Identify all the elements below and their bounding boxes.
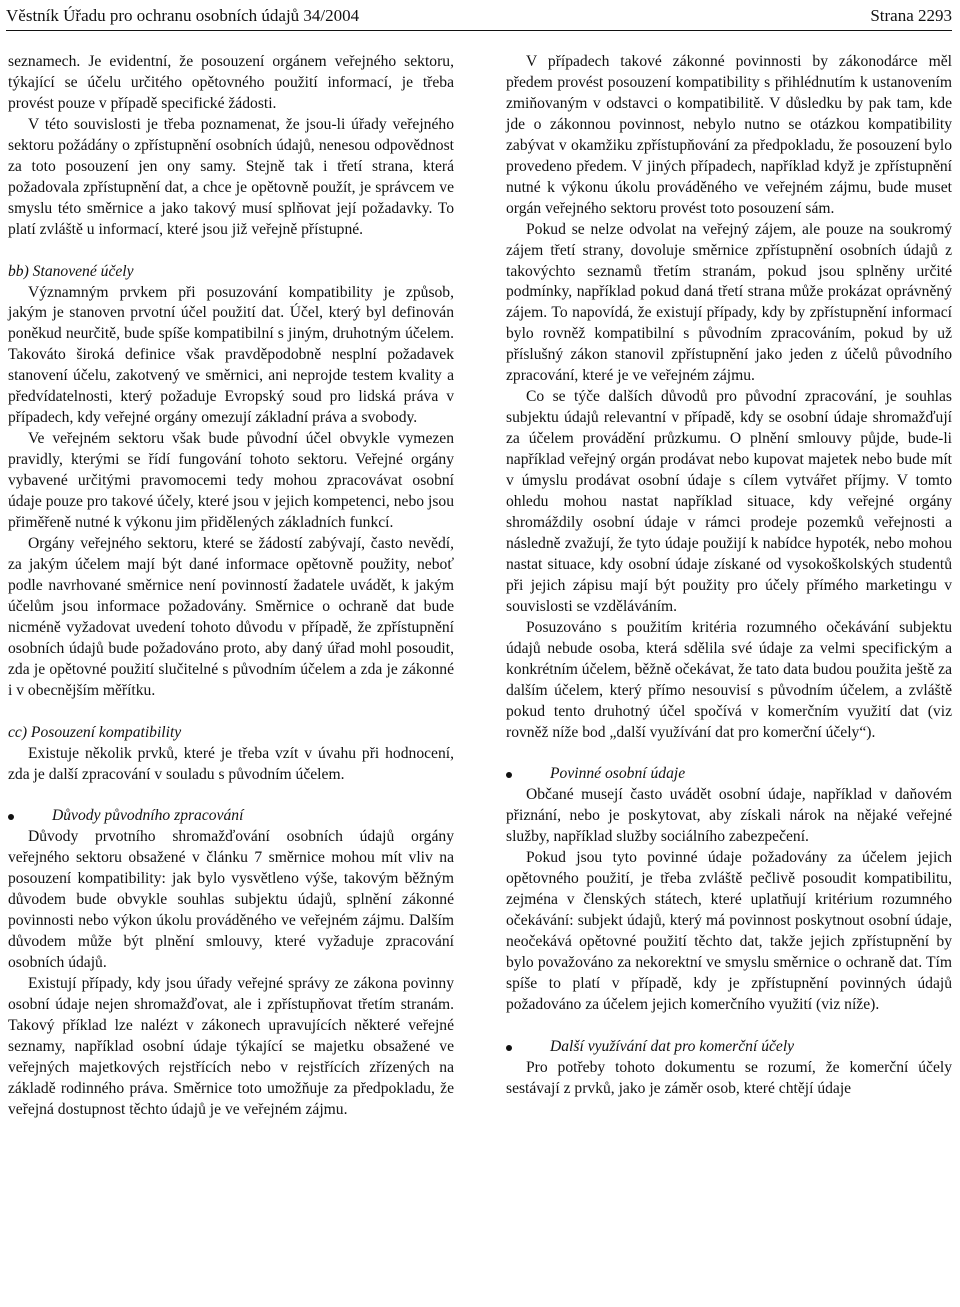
- bullet-heading-duvody: [8, 806, 454, 827]
- paragraph: Pokud jsou tyto povinné údaje požadovány za účelem jejich opětovného použití, je třeba zvláště pečlivě posoudit kompatibilitu, zejména v členských státech, které uplatňují kritérium rozumného očekávání: subjekt údajů, který má povinnost poskytnout osobní údaje, neočekává opětovné použití těchto dat, takže jejich zpřístupnění by bylo považováno za nekorektní ve smyslu směrnice o ochraně dat. Tím spíše to platí v případě, kdy je zpřístupnění povinných údajů požadováno za účelem jejich komerčního využití (viz níže).: [506, 849, 952, 1013]
- bullet-icon: [8, 814, 14, 820]
- paragraph: Co se týče dalších důvodů pro původní zpracování, je souhlas subjektu údajů relevantní v případě, kdy se osobní údaje shromažďují za účelem provádění průzkumu. O plnění smlouvy půjde, bude-li například veřejný orgán prodávat nebo kupovat majetek nebo bude mít v úmyslu prodávat osobní údaje s cílem vytvářet příjmy. V tomto ohledu mohou nastat například situace, kdy veřejné orgány shromáždily osobní údaje v rámci prodeje pozemků veřejnosti a následně zvažují, že tyto údaje použijí k nabídce hypoték, nebo mohou nastat situace, kdy osobní údaje získané od vysokoškolských studentů při jejich zápisu mají být použity pro účely přímého marketingu v souvislosti se vzděláváním.: [506, 388, 952, 615]
- section-heading-cc: cc) Posouzení kompatibility: [8, 723, 182, 741]
- bullet-heading-povinne: [506, 764, 952, 785]
- paragraph: Ve veřejném sektoru však bude původní účel obvykle vymezen pravidly, kterými se řídí fungování tohoto sektoru. Veřejné orgány vybavené určitými pravomocemi tedy mohou zpracovávat osobní údaje pouze pro takové účely, které jsou v jejich kompetenci, nebo jsou přiměřeně nutné k výkonu jim přidělených základních funkcí.: [8, 430, 454, 532]
- page-number: Strana 2293: [870, 6, 952, 25]
- left-column: [8, 52, 454, 1121]
- paragraph: Pro potřeby tohoto dokumentu se rozumí, že komerční účely sestávají z prvků, jako je záměr osob, které chtějí údaje: [506, 1058, 952, 1097]
- right-column: [506, 52, 952, 1100]
- paragraph: Důvody prvotního shromažďování osobních údajů orgány veřejného sektoru obsažené v článku 7 směrnice mohou mít vliv na posouzení kompatibility: jak bylo vysvětleno výše, takovým běžným důvodem bude obvykle souhlas subjektu údajů, splnění zákonné povinnosti nebo výkon úkolu prováděného ve veřejném zájmu. Dalším důvodem může být plnění smlouvy, které vyžaduje zpracování osobních údajů.: [8, 828, 454, 972]
- paragraph: V této souvislosti je třeba poznamenat, že jsou-li úřady veřejného sektoru požádány o zpřístupnění osobních údajů, nenesou odpovědnost za toto posouzení jen ony samy. Stejně tak i třetí strana, která požadovala zpřístupnění dat, a chce je opětovně použít, je správcem ve smyslu této směrnice a jako takový musí splňovat její požadavky. To platí zvláště u informací, které jsou již veřejně přístupné.: [8, 115, 454, 238]
- page-header: [6, 6, 952, 30]
- paragraph: Existují případy, kdy jsou úřady veřejné správy ze zákona povinny osobní údaje nejen shromažďovat, ale i zpřístupňovat třetím stranám. Takový příklad lze nalézt v zákonech upravujících některé veřejné seznamy, například osobní údaje týkající se majetku obsažené ve veřejných majetkových rejstřících nebo v rejstřících zřízených na základě rodinného práva. Směrnice toto umožňuje za předpokladu, že veřejná dostupnost těchto údajů je ve veřejném zájmu.: [8, 975, 454, 1118]
- bullet-label: Důvody původního zpracování: [52, 807, 244, 825]
- paragraph: Významným prvkem při posuzování kompatibility je způsob, jakým je stanoven prvotní účel použití dat. Účel, který byl definován poněkud neurčitě, bude spíše kompatibilní s jiným, druhotným účelem. Takováto široká definice však pravděpodobně nesplní požadavek stanovení účelu, zakotvený ve směrnici, ani neprojde testem kvality a předvídatelnosti, který požaduje Evropský soud pro lidská práva v případech, kdy veřejné orgány omezují základní práva a svobody.: [8, 283, 454, 427]
- bullet-icon: [506, 772, 512, 778]
- bullet-label: Další využívání dat pro komerční účely: [550, 1037, 795, 1055]
- paragraph: Pokud se nelze odvolat na veřejný zájem, ale pouze na soukromý zájem třetí strany, dovoluje směrnice zpřístupnění osobních údajů z takovýchto seznamů třetím stranám, pokud jsou splněny určité podmínky, například pokud daná třetí strana může prokázat oprávněný zájem. To napovídá, že existují případy, kdy by zpřístupnění informací bylo rovněž kompatibilní s původním zpracováním, pokud by už příslušný zákon stanovil zpřístupnění jako jeden z účelů původního zpracování, které je ve veřejném zájmu.: [506, 220, 952, 385]
- paragraph: V případech takové zákonné povinnosti by zákonodárce měl předem provést posouzení kompatibility s přihlédnutím k ustanovením zmiňovaným v odstavci o kompatibilitě. V důsledku by pak tam, kde jde o zákonnou povinnost, nebylo nutno se otázkou kompatibility zabývat v okamžiku zpřístupňování za předpokladu, že posouzení bylo provedeno předem. V jiných případech, například když je zpřístupnění nutné k výkonu úkolu prováděného ve veřejném zájmu, bude muset orgán veřejného sektoru provést toto posouzení sám.: [506, 53, 952, 217]
- paragraph: seznamech. Je evidentní, že posouzení orgánem veřejného sektoru, týkající se účelu určitého opětovného použití informací, je třeba provést pouze v případě specifické žádosti.: [8, 53, 454, 112]
- paragraph: Občané musejí často uvádět osobní údaje, například v daňovém přiznání, nebo je poskytovat, aby získali nárok na nějaké veřejné služby, například služby sociálního zabezpečení.: [506, 786, 952, 846]
- paragraph: Orgány veřejného sektoru, které se žádostí zabývají, často nevědí, za jakým účelem mají být dané informace opětovně použity, neboť podle navrhované směrnice není povinností žadatele uvádět, k jakým účelům jsou informace požadovány. Směrnice o ochraně dat bude nicméně vyžadovat uvedení tohoto důvodu v případě, že zpřístupnění osobních údajů bude požadováno proto, aby daný úřad mohl posoudit, zda je opětovné použití slučitelné s původním účelem a zda je zákonné i v obecnějším měřítku.: [8, 534, 454, 699]
- bullet-label: Povinné osobní údaje: [550, 765, 686, 783]
- paragraph: Posuzováno s použitím kritéria rozumného očekávání subjektu údajů nebude osoba, která sdělila své údaje za velmi specifickým a konkrétním účelem, běžně očekávat, že tato data budou použita ještě za dalším účelem, který přímo nesouvisí s původním účelem, a zvláště pokud tento druhotný účel spočívá v komerčním využití dat (viz rovněž níže bod „další využívání dat pro komerční účely“).: [506, 618, 952, 741]
- section-heading-bb: bb) Stanovené účely: [8, 262, 134, 280]
- paragraph: Existuje několik prvků, které je třeba vzít v úvahu při hodnocení, zda je další zpracování v souladu s původním účelem.: [8, 744, 454, 783]
- journal-title: Věstník Úřadu pro ochranu osobních údajů 34/2004: [6, 6, 360, 25]
- bullet-heading-dalsi: [506, 1037, 952, 1058]
- header-rule: [6, 30, 952, 31]
- bullet-icon: [506, 1045, 512, 1051]
